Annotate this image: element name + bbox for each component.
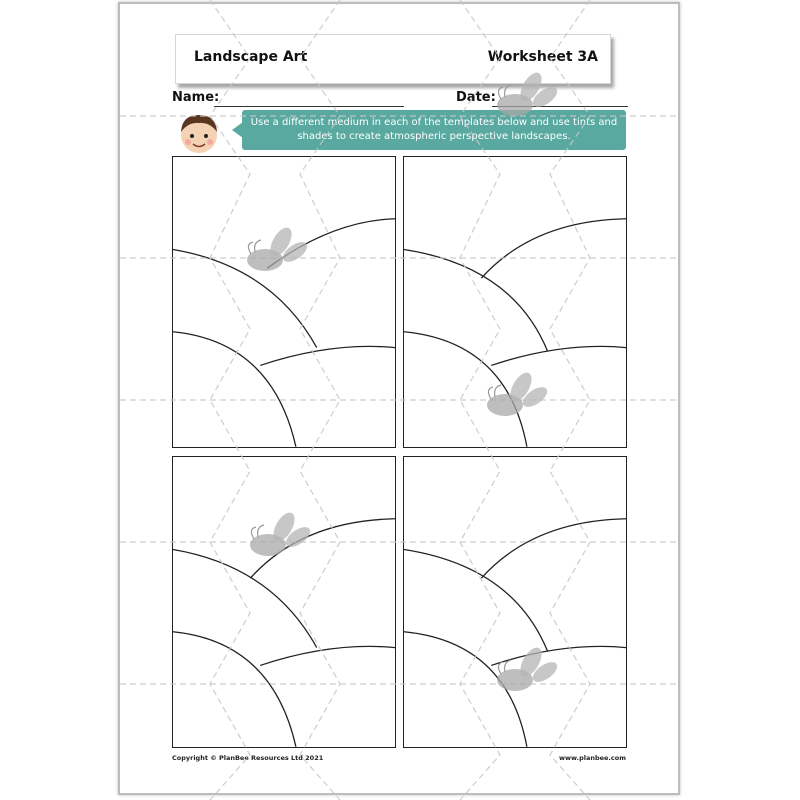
name-label: Name: xyxy=(172,90,220,105)
date-line[interactable] xyxy=(492,106,628,107)
landscape-template-4 xyxy=(404,457,626,747)
hill-line-middle xyxy=(173,549,317,647)
hill-line-middle xyxy=(173,249,317,347)
hill-line-front-left xyxy=(404,632,527,747)
template-frame-1[interactable] xyxy=(172,156,396,448)
hill-line-middle xyxy=(404,549,548,651)
website-link[interactable]: www.planbee.com xyxy=(559,754,626,762)
hill-line-back xyxy=(481,219,626,278)
hill-line-front-right xyxy=(491,346,626,365)
hill-line-front-left xyxy=(173,632,296,747)
hill-line-back xyxy=(267,219,395,269)
landscape-template-1 xyxy=(173,157,395,447)
worksheet-title: Landscape Art xyxy=(194,49,308,65)
hill-line-back xyxy=(481,519,626,578)
worksheet-number: Worksheet 3A xyxy=(487,49,598,65)
hill-line-back xyxy=(250,519,395,578)
instruction-banner: Use a different medium in each of the templates below and use tints and shades to create atmospheric perspective landscapes. xyxy=(242,110,626,150)
date-label: Date: xyxy=(456,90,496,105)
template-frame-4[interactable] xyxy=(403,456,627,748)
hill-line-front-right xyxy=(260,646,395,665)
hill-line-front-left xyxy=(173,332,296,447)
landscape-template-2 xyxy=(404,157,626,447)
template-frame-3[interactable] xyxy=(172,456,396,748)
hill-line-front-left xyxy=(404,332,527,447)
name-line[interactable] xyxy=(214,106,404,107)
hill-line-front-right xyxy=(260,346,395,365)
child-face-icon xyxy=(176,110,222,156)
landscape-template-3 xyxy=(173,457,395,747)
hill-line-middle xyxy=(404,249,548,351)
copyright-text: Copyright © PlanBee Resources Ltd 2021 xyxy=(172,754,324,762)
worksheet-page xyxy=(118,2,680,795)
template-frame-2[interactable] xyxy=(403,156,627,448)
title-bar xyxy=(175,34,611,84)
hill-line-front-right xyxy=(491,646,626,665)
